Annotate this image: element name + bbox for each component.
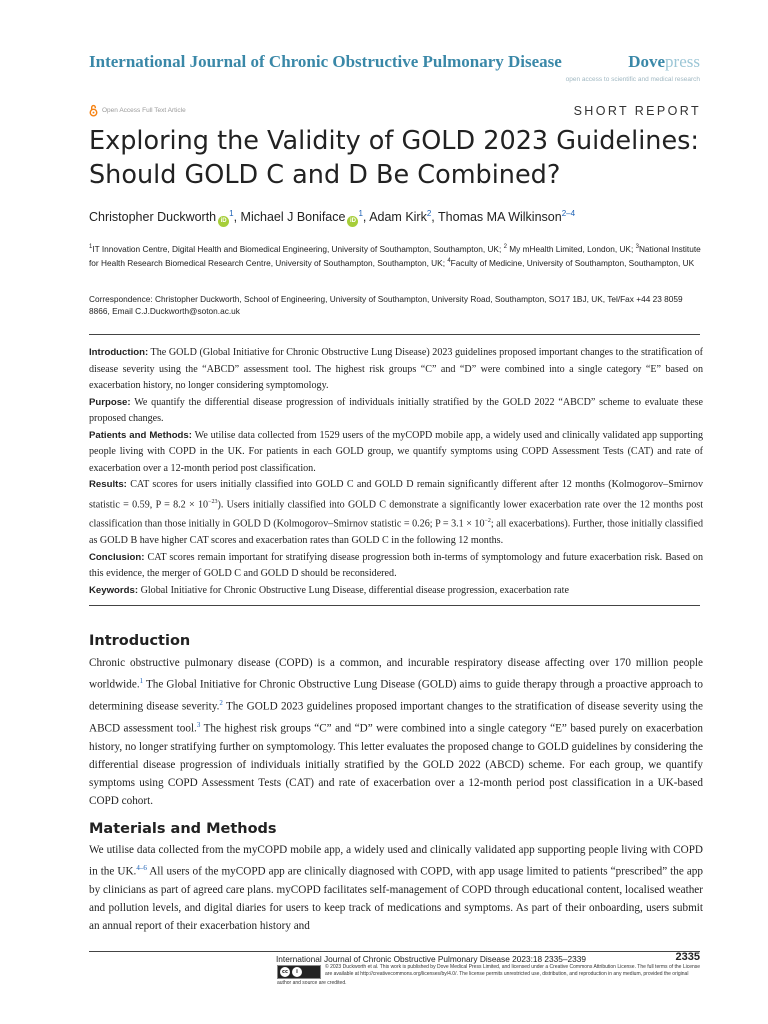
abstract-methods (89, 428, 703, 478)
article-type: SHORT REPORT (573, 104, 701, 118)
cc-icon: cc (280, 967, 290, 977)
orcid-icon[interactable]: iD (347, 216, 358, 227)
body-text-span: The GOLD 2023 guidelines proposed important changes to the stratification of disease severity using the ABCD assessment tool. (89, 700, 703, 735)
abstract-keywords-text: Global Initiative for Chronic Obstructive Lung Disease, differential disease progression, exacerbation rate (138, 584, 569, 596)
affiliation-number: 3 (635, 244, 639, 250)
abstract-results-text: CAT scores for users initially classified into GOLD C and GOLD D remain significantly different after 12 months (Kolmogorov–Smirnov statistic = 0.59, P = 8.2 × 10 (89, 479, 703, 510)
body-text-span: Chronic obstructive pulmonary disease (COPD) is a common, and incurable respiratory disease affecting over 170 million people worldwide. (89, 657, 703, 691)
abstract-purpose-label: Purpose: (89, 396, 131, 408)
abstract-conclusion (89, 550, 703, 583)
body-text-span: All users of the myCOPD app are clinically diagnosed with COPD, with app usage limited to patients “prescribed” the app by clinicians as part of agreed care plans. myCOPD facilitates self-management of COPD through educational content, localised weather and pollution levels, and digital diaries for users to keep track of medications and symptoms. As part of their onboarding, users submit an annual report of their exacerbation history and (89, 865, 703, 933)
author-separator: , (362, 210, 370, 225)
methods-paragraph (89, 841, 703, 935)
author-affiliation-ref[interactable]: 1 (229, 209, 234, 218)
affiliation-text: Faculty of Medicine, University of Southampton, Southampton, UK (450, 257, 695, 268)
correspondence: Correspondence: Christopher Duckworth, School of Engineering, University of Southampton, University Road, Southampton, SO17 1BJ, UK, Tel/Fax +44 23 8059 8866, Email C.J.Duckworth@soton.ac.uk (89, 294, 683, 316)
abstract (89, 345, 703, 599)
article-title: Exploring the Validity of GOLD 2023 Guidelines: Should GOLD C and D Be Combined? (89, 126, 700, 190)
author-name[interactable]: Thomas MA Wilkinson (438, 210, 562, 225)
orcid-icon[interactable]: iD (218, 216, 229, 227)
body-text-span: We utilise data collected from the myCOPD mobile app, a widely used and clinically validated app supporting people living with COPD in the UK. (89, 844, 703, 878)
citation-ref[interactable]: 2 (219, 698, 223, 707)
body-text-span: The highest risk groups “C” and “D” were combined into a single category “E” based purely on exacerbation history, no longer stratifying further on symptomology. This letter evaluates the proposed change to GOLD guidelines by considering the differential disease progression of individuals initially stratified by the GOLD 2022 (ABCD) scheme. For each group, we quantify symptoms using COPD Assessment Tests (CAT) and rate of exacerbation over a 12-month period post classification in a UK-based COPD cohort. (89, 722, 703, 807)
introduction-paragraph (89, 654, 703, 810)
abstract-results (89, 477, 703, 550)
citation-ref[interactable]: 4–6 (136, 864, 147, 873)
open-access-row (89, 104, 186, 117)
license-text-tail: author and source are credited. (277, 980, 347, 986)
abstract-results-text: ). Users initially classified into GOLD C demonstrate a significantly lower exacerbation rate over the 12 months post classification than those initially in GOLD D (Kolmogorov–Smirnov statistic = 0.26; P = 3.1 × 10 (89, 498, 704, 530)
creative-commons-icon[interactable] (277, 965, 321, 979)
abstract-introduction-text: The GOLD (Global Initiative for Chronic Obstructive Lung Disease) 2023 guidelines proposed important changes to the stratification of disease severity using the “ABCD” assessment tool. The highest risk groups “C” and “D” were combined into a single category “E” based on exacerbation history, no longer considering symptomology. (89, 347, 703, 391)
affiliation-text: IT Innovation Centre, Digital Health and Biomedical Engineering, University of Southampton, Southampton, UK; (92, 243, 504, 254)
license-text: © 2023 Duckworth et al. This work is published by Dove Medical Press Limited, and licensed under a Creative Commons Attribution License. The full terms of the License are available at http://creativecommons.org/licenses/by/4.0/. The license permits unrestricted use, distribution, and reproduction in any medium, provided the original (325, 964, 701, 977)
abstract-keywords-label: Keywords: (89, 584, 139, 596)
page-number: 2335 (675, 951, 700, 963)
abstract-results-label: Results: (89, 479, 127, 490)
open-access-icon (89, 104, 98, 117)
exponent: −2 (484, 518, 491, 525)
affiliation-text: National Institute for Health Research Biomedical Research Centre, University of Southampton, Southampton, UK; (89, 243, 701, 268)
abstract-purpose-text: We quantify the differential disease progression of individuals initially stratified by the GOLD 2022 “ABCD” scheme to evaluate these proposed changes. (89, 396, 703, 424)
publisher-name-main: Dove (628, 52, 666, 71)
author-affiliation-ref[interactable]: 1 (358, 209, 363, 218)
author-affiliation-ref[interactable]: 2 (426, 209, 432, 218)
abstract-conclusion-text: CAT scores remain important for stratifying disease progression both in-terms of symptomology and future exacerbation risk. Based on this evidence, the merger of GOLD C and GOLD D should be reconsidered. (89, 551, 703, 580)
abstract-conclusion-label: Conclusion: (89, 551, 145, 563)
affiliation-number: 4 (447, 257, 451, 264)
affiliation-number: 1 (89, 244, 93, 250)
footer-citation: International Journal of Chronic Obstructive Pulmonary Disease 2023:18 2335–2339 (276, 954, 586, 964)
publisher-name-light: press (665, 52, 700, 71)
abstract-introduction (89, 345, 703, 395)
publisher-tagline: open access to scientific and medical research (565, 76, 700, 83)
author-name[interactable]: Adam Kirk (369, 210, 427, 225)
section-heading-introduction: Introduction (89, 633, 191, 649)
abstract-methods-text: We utilise data collected from 1529 users of the myCOPD mobile app, a widely used and clinically validated app supporting people living with COPD in the UK. For patients in each GOLD group, we quantify symptoms using COPD Assessment Tests (CAT) and rate of exacerbation over a 12-month period post classification. (89, 429, 703, 474)
footer-divider (89, 951, 700, 952)
author-name[interactable]: Christopher Duckworth (89, 210, 217, 225)
abstract-methods-label: Patients and Methods: (89, 429, 192, 441)
author-list (89, 209, 575, 227)
open-access-label: Open Access Full Text Article (102, 107, 186, 114)
abstract-results-text: ; all exacerbations). Further, those initially classified as GOLD B have higher CAT scores and exacerbation rates than GOLD C in the following 12 months. (89, 518, 704, 547)
author-affiliation-ref[interactable]: 2–4 (561, 209, 576, 218)
author-separator: , (431, 210, 439, 225)
body-text-span: The Global Initiative for Chronic Obstructive Lung Disease (GOLD) aims to guide therapy through a proactive approach to determining disease severity. (89, 678, 703, 713)
affiliation-number: 2 (503, 244, 507, 250)
abstract-keywords (89, 583, 703, 600)
exponent: −23 (208, 498, 218, 505)
section-heading-methods: Materials and Methods (89, 821, 277, 837)
author-separator: , (233, 210, 241, 225)
affiliations (89, 241, 703, 269)
citation-ref[interactable]: 3 (196, 720, 201, 729)
affiliation-text: My mHealth Limited, London, UK; (506, 243, 636, 254)
abstract-introduction-label: Introduction: (89, 347, 149, 358)
journal-name: International Journal of Chronic Obstructive Pulmonary Disease (89, 52, 562, 71)
attribution-icon: i (292, 967, 302, 977)
abstract-top-divider (89, 334, 700, 335)
abstract-purpose (89, 395, 703, 428)
citation-ref[interactable]: 1 (139, 677, 144, 686)
publisher-logo (628, 52, 700, 72)
author-name[interactable]: Michael J Boniface (240, 210, 346, 225)
abstract-bottom-divider (89, 605, 700, 606)
